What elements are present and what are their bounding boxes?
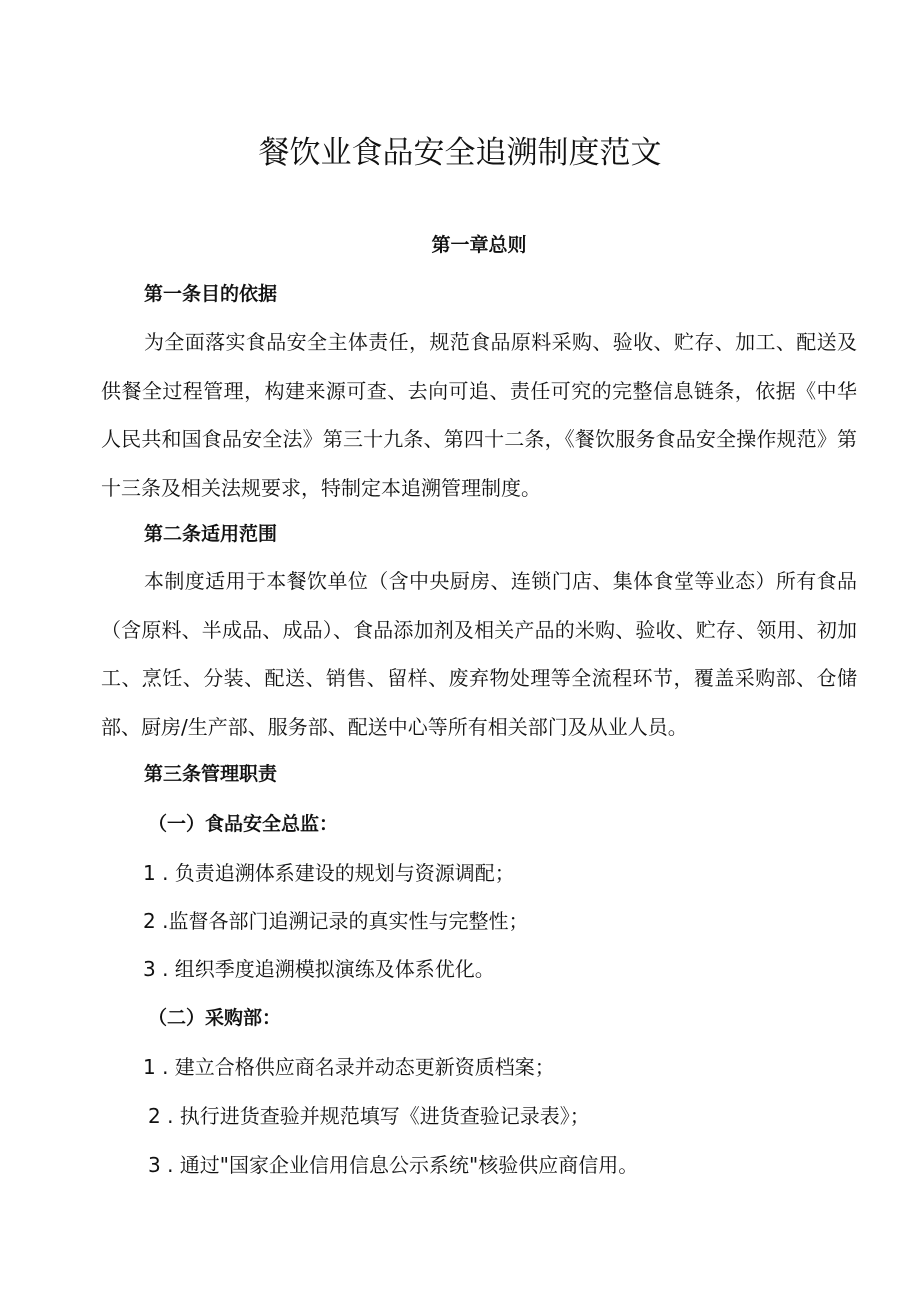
article3-heading: 第三条管理职责 [144, 763, 278, 785]
article2-body [101, 557, 857, 751]
section1-item-1: 1 . 负责追溯体系建设的规划与资源调配； [143, 861, 515, 885]
article1-body-text: 为全面落实食品安全主体责任，规范食品原料采购、验收、贮存、加工、配送及供餐全过程管理，构建来源可查、去向可追、责任可究的完整信息链条，依据《中华人民共和国食品安全法》第三十九条、第四十二条，《餐饮服务食品安全操作规范》第十三条及相关法规要求，特制定本追溯管理制度。 [101, 330, 857, 500]
chapter-heading: 第一章总则 [431, 234, 527, 256]
section1-item-2: 2 .监督各部门追溯记录的真实性与完整性； [143, 909, 529, 933]
section2-heading: （二）采购部： [148, 1007, 282, 1029]
section2-item-3: 3 . 通过"国家企业信用信息公示系统"核验供应商信用。 [148, 1153, 639, 1177]
article1-heading: 第一条目的依据 [144, 283, 278, 305]
article1-body [101, 318, 857, 512]
article2-heading: 第二条适用范围 [144, 523, 278, 545]
section1-item-3: 3 . 组织季度追溯模拟演练及体系优化。 [143, 957, 495, 981]
document-title: 餐饮业食品安全追溯制度范文 [258, 135, 662, 171]
section2-item-1: 1 . 建立合格供应商名录并动态更新资质档案； [143, 1055, 555, 1079]
article2-body-text: 本制度适用于本餐饮单位（含中央厨房、连锁门店、集体食堂等业态）所有食品（含原料、半成品、成品）、食品添加剂及相关产品的米购、验收、贮存、领用、初加工、烹饪、分装、配送、销售、留样、废弃物处理等全流程环节，覆盖采购部、仓储部、厨房/生产部、服务部、配送中心等所有相关部门及从业人员。 [101, 569, 857, 739]
section2-item-2: 2 . 执行进货查验并规范填写《进货查验记录表》； [148, 1104, 590, 1128]
section1-heading: （一）食品安全总监： [148, 813, 339, 835]
